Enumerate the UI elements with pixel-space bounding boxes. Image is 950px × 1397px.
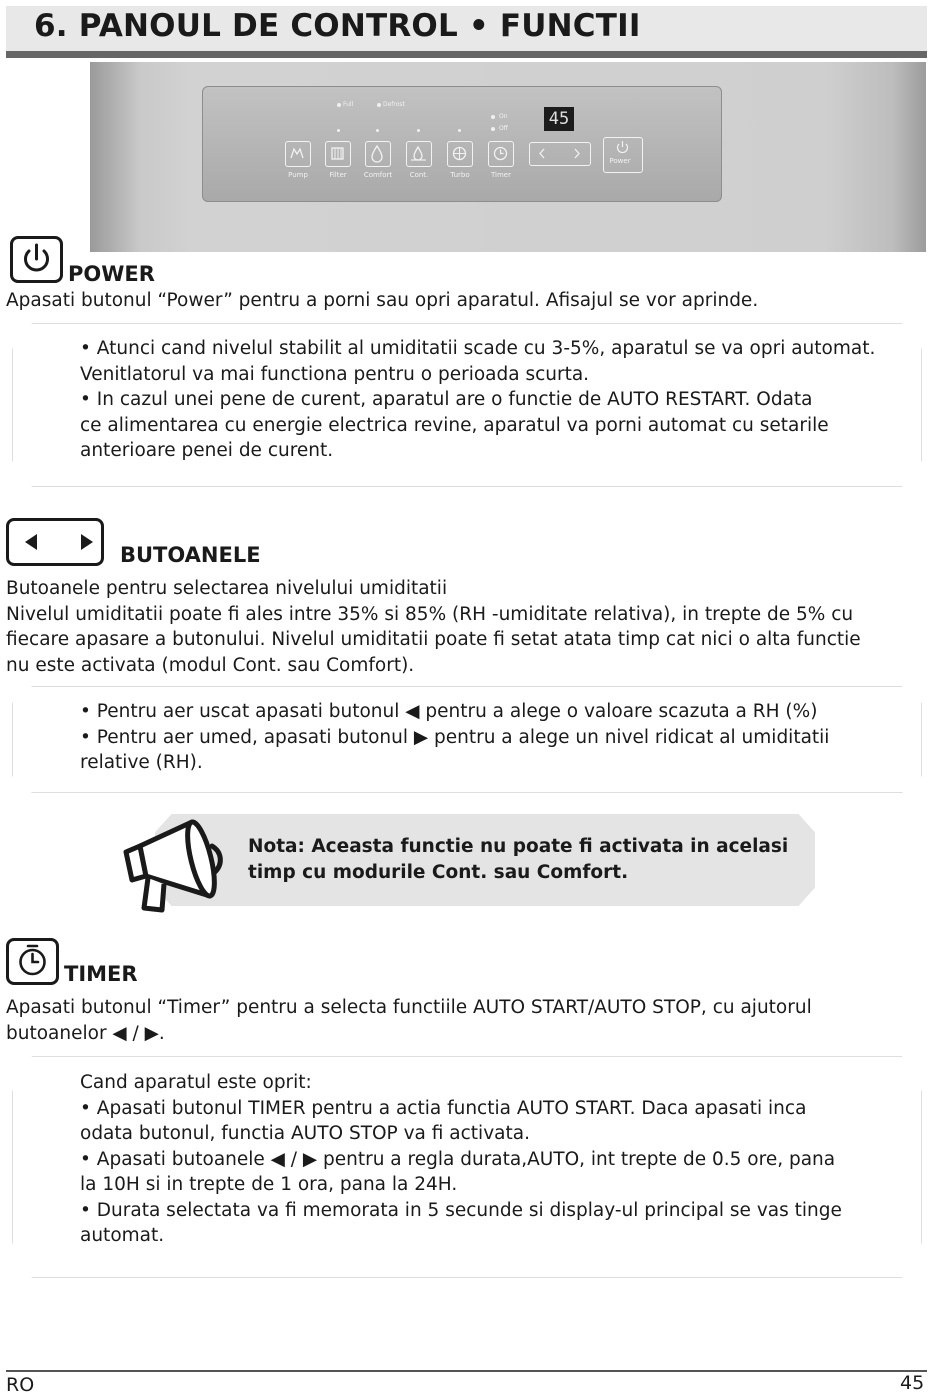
power-note-line: • In cazul unei pene de curent, aparatul are o functie de AUTO RESTART. Odata xyxy=(80,389,813,410)
panel-power-label: Power xyxy=(609,157,631,165)
butoanele-note-line: • Pentru aer uscat apasati butonul ◀ pentru a alege o valoare scazuta a RH (%) xyxy=(80,701,818,722)
power-note-line: ce alimentarea cu energie electrica revine, aparatul va porni automat cu setarile xyxy=(80,415,829,436)
indicator-label-defrost: Defrost xyxy=(383,101,405,108)
timer-title: TIMER xyxy=(64,962,138,986)
power-section-icon-box xyxy=(10,236,63,283)
power-note-line: anterioare penei de curent. xyxy=(80,440,334,461)
indicator-led-off xyxy=(491,127,495,131)
cont-label: Cont. xyxy=(409,171,429,179)
butoanele-title: BUTOANELE xyxy=(120,543,261,567)
indicator-label-full: Full xyxy=(343,101,354,108)
timer-note-line: odata butonul, functia AUTO STOP va fi activata. xyxy=(80,1123,530,1144)
nota-line: timp cu modurile Cont. sau Comfort. xyxy=(248,862,629,883)
timer-section-icon-box xyxy=(6,938,59,985)
humidity-display: 45 xyxy=(544,107,574,131)
chevron-left-right-icon xyxy=(530,143,590,164)
footer-language: RO xyxy=(6,1374,35,1396)
timer-intro-line: Apasati butonul “Timer” pentru a selecta functiile AUTO START/AUTO STOP, cu ajutorul xyxy=(6,997,812,1018)
left-right-arrows-icon xyxy=(9,521,101,563)
timer-note-line: • Apasati butoanele ◀ / ▶ pentru a regla durata,AUTO, int trepte de 0.5 ore, pana xyxy=(80,1149,836,1170)
pump-button[interactable] xyxy=(285,141,311,167)
power-title: POWER xyxy=(68,262,155,286)
panel-power-button[interactable] xyxy=(603,137,643,173)
nota-line: Nota: Aceasta functie nu poate fi activata in acelasi xyxy=(248,836,789,857)
button-led xyxy=(458,129,461,132)
power-icon xyxy=(13,239,60,280)
button-led xyxy=(337,129,340,132)
timer-intro-line: butoanelor ◀ / ▶. xyxy=(6,1023,165,1044)
power-note-line: Venitlatorul va mai functiona pentru o perioada scurta. xyxy=(80,364,590,385)
header-rule xyxy=(6,51,927,58)
pump-label: Pump xyxy=(288,171,308,179)
comfort-button[interactable] xyxy=(365,141,391,167)
indicator-label-off: Off xyxy=(499,125,508,132)
butoanele-intro-line: Nivelul umiditatii poate fi ales intre 35% si 85% (RH -umiditate relativa), in trepte de 5% cu xyxy=(6,604,854,625)
timer-note-line: • Durata selectata va fi memorata in 5 secunde si display-ul principal se vas tinge xyxy=(80,1200,842,1221)
indicator-led-on xyxy=(491,115,495,119)
butoanele-intro-line: Butoanele pentru selectarea nivelului umiditatii xyxy=(6,578,448,599)
control-panel xyxy=(202,86,722,202)
power-intro: Apasati butonul “Power” pentru a porni sau opri aparatul. Afisajul se vor aprinde. xyxy=(6,290,759,311)
filter-icon xyxy=(326,142,349,165)
comfort-label: Comfort xyxy=(363,171,393,179)
timer-note-line: • Apasati butonul TIMER pentru a actia functia AUTO START. Daca apasati inca xyxy=(80,1098,807,1119)
cont-button[interactable] xyxy=(406,141,432,167)
power-note-line: • Atunci cand nivelul stabilit al umiditatii scade cu 3-5%, aparatul se va opri automat. xyxy=(80,338,876,359)
butoanele-intro-line: nu este activata (modul Cont. sau Comfort). xyxy=(6,655,415,676)
page-number: 45 xyxy=(900,1372,925,1394)
fan-icon xyxy=(448,142,471,165)
indicator-led-full xyxy=(337,103,341,107)
indicator-led-defrost xyxy=(377,103,381,107)
timer-label: Timer xyxy=(490,171,511,179)
megaphone-icon xyxy=(120,812,232,918)
clock-icon xyxy=(9,941,56,982)
arrow-buttons[interactable] xyxy=(529,142,591,166)
filter-button[interactable] xyxy=(325,141,351,167)
timer-button[interactable] xyxy=(488,141,514,167)
indicator-label-on: On xyxy=(499,113,508,120)
timer-note-line: Cand aparatul este oprit: xyxy=(80,1072,312,1093)
arrows-section-icon-box xyxy=(6,518,104,566)
power-icon xyxy=(604,138,641,158)
butoanele-intro-line: fiecare apasare a butonului. Nivelul umiditatii poate fi setat atata timp cat nici o alta functie xyxy=(6,629,861,650)
page-title: 6. PANOUL DE CONTROL • FUNCTII xyxy=(34,8,641,44)
button-led xyxy=(417,129,420,132)
butoanele-note-line: • Pentru aer umed, apasati butonul ▶ pentru a alege un nivel ridicat al umiditatii xyxy=(80,727,830,748)
butoanele-note-line: relative (RH). xyxy=(80,752,203,773)
timer-note-line: la 10H si in trepte de 1 ora, pana la 24H. xyxy=(80,1174,458,1195)
continuous-icon xyxy=(407,142,430,165)
button-led xyxy=(376,129,379,132)
clock-icon xyxy=(489,142,512,165)
comfort-icon xyxy=(366,142,389,165)
turbo-button[interactable] xyxy=(447,141,473,167)
filter-label: Filter xyxy=(329,171,347,179)
turbo-label: Turbo xyxy=(450,171,470,179)
footer-rule xyxy=(6,1370,927,1372)
timer-note-line: automat. xyxy=(80,1225,165,1246)
pump-icon xyxy=(286,142,309,165)
control-panel-photo xyxy=(90,62,926,252)
